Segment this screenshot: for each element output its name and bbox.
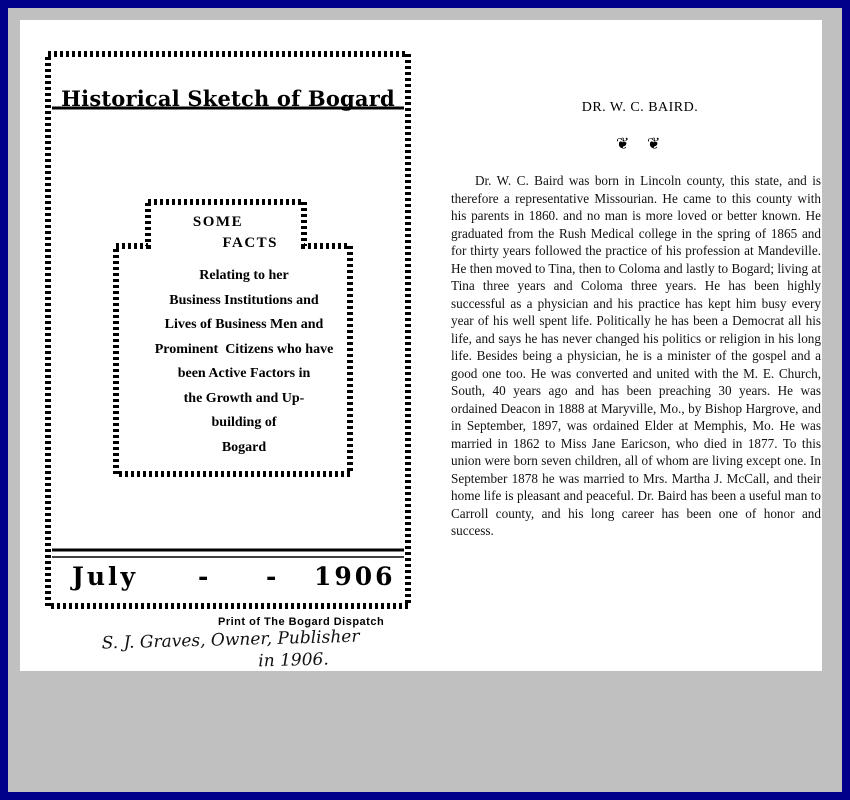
date-year: 1906: [314, 562, 396, 591]
print-credit: Print of The Bogard Dispatch: [218, 616, 385, 628]
cover-date: [56, 562, 402, 596]
article-title: DR. W. C. BAIRD.: [581, 100, 699, 115]
relating-line: building of: [211, 415, 277, 430]
handwritten-note: [101, 624, 442, 677]
cover-title: Historical Sketch of Bogard: [61, 86, 395, 111]
facts-label: FACTS: [222, 235, 278, 251]
date-dash: -: [266, 562, 277, 591]
relating-line: Lives of Business Men and: [164, 317, 324, 332]
some-label: SOME: [192, 214, 244, 230]
date-dash: -: [198, 562, 209, 591]
some-facts-heading: [156, 212, 280, 254]
relating-text: [124, 264, 364, 460]
handwritten-line: S. J. Graves, Owner, Publisher: [101, 626, 360, 654]
scanned-page: [20, 20, 822, 671]
ornament-icon: ❦ ❦: [616, 134, 667, 153]
relating-line: the Growth and Up-: [183, 390, 305, 406]
relating-line: Bogard: [221, 439, 267, 455]
relating-line: Relating to her: [199, 268, 289, 283]
article-body: Dr. W. C. Baird was born in Lincoln county, this state, and is therefore a representative Missourian. He came to this county with his parents in 1860. and no man is more loved or better known. He graduated from the Rush Medical college in the spring of 1865 and for thirty years followed the practice of his profession at Mandeville. He then moved to Tina, then to Coloma and lastly to Bogard; living at Tina three years and Coloma three years. He has been highly successful as a physician and his practice has kept him busy every year of his well spent life. Politically he has been a Democrat all his life, and says he has never changed his politics or religion in his long life. Besides being a physician, he is a minister of the gospel and a good one too. He was converted and united with the M. E. Church, South, 40 years ago and has been preaching 30 years. He was ordained Deacon in 1888 at Maryville, Mo., by Bishop Hargrove, and in September, 1897, was ordained Elder at Memphis, Mo. He was married in 1862 to Miss Jane Earicson, who died in 1877. To this union were born seven children, all of whom are living except one. In September 1878 he was married to Mrs. Martha J. McCall, and their home life is pleasant and peaceful. Dr. Baird has been a useful man to Carroll county, and his long career has been one of honor and success.: [451, 173, 821, 538]
booklet-cover: [44, 50, 412, 618]
handwritten-line: in 1906.: [258, 649, 329, 672]
relating-line: Prominent Citizens who have: [154, 341, 334, 357]
relating-line: Business Institutions and: [169, 292, 319, 308]
relating-line: been Active Factors in: [177, 366, 311, 381]
date-month: July: [72, 562, 139, 591]
